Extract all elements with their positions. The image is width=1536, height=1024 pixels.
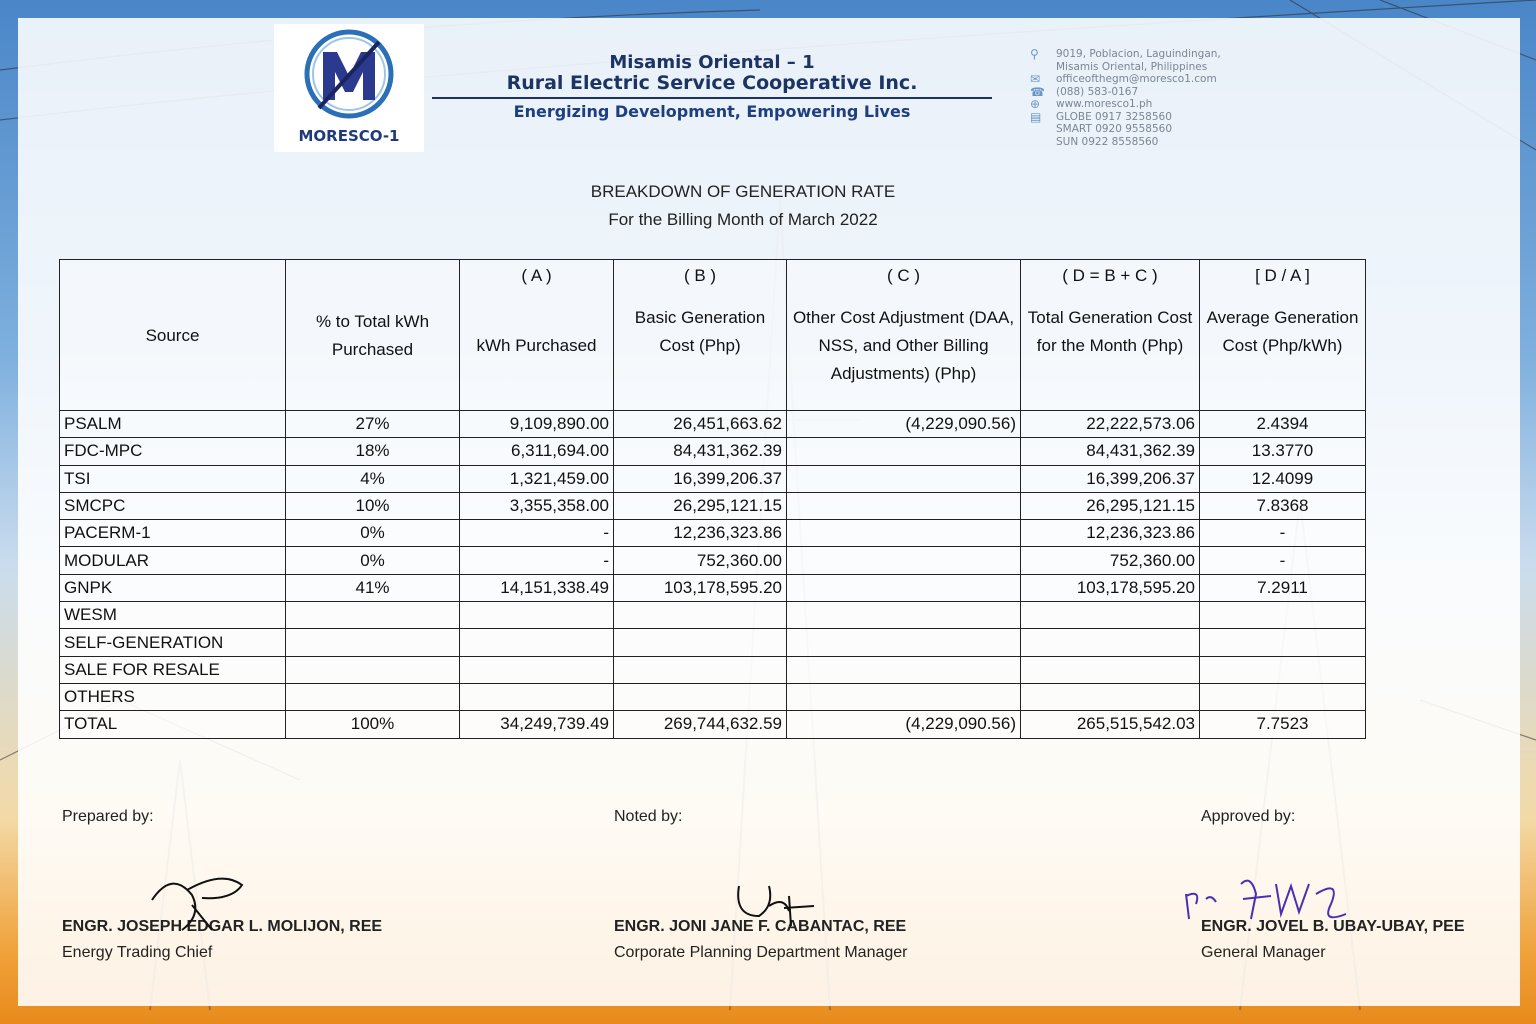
table-row — [60, 602, 1366, 629]
table-cell: - — [460, 520, 614, 547]
signatory-position: Energy Trading Chief — [62, 944, 213, 961]
table-cell — [1021, 629, 1200, 656]
signatory-prepared — [62, 808, 382, 962]
table-cell — [614, 602, 787, 629]
table-cell — [1021, 602, 1200, 629]
table-cell: - — [1200, 520, 1366, 547]
table-cell — [787, 492, 1021, 519]
table-row — [60, 465, 1366, 492]
table-cell: PSALM — [60, 411, 286, 438]
phone-icon: ☎ — [1030, 84, 1045, 99]
header-average-cost: [ D / A ] Average Generation Cost (Php/kWh) — [1200, 260, 1366, 411]
email-icon: ✉ — [1030, 72, 1041, 86]
table-cell: 13.3770 — [1200, 438, 1366, 465]
table-cell — [286, 629, 460, 656]
table-cell: 0% — [286, 547, 460, 574]
mobile-sun: SUN 0922 8558560 — [1056, 135, 1159, 148]
header-basic-cost: ( B ) Basic Generation Cost (Php) — [614, 260, 787, 411]
table-cell: 12,236,323.86 — [614, 520, 787, 547]
table-cell — [460, 602, 614, 629]
table-cell: 16,399,206.37 — [614, 465, 787, 492]
table-cell: PACERM-1 — [60, 520, 286, 547]
table-cell: - — [460, 547, 614, 574]
globe-icon: ⊕ — [1030, 97, 1041, 111]
table-cell: MODULAR — [60, 547, 286, 574]
table-row — [60, 683, 1366, 710]
table-cell: 12.4099 — [1200, 465, 1366, 492]
table-cell: 26,295,121.15 — [1021, 492, 1200, 519]
table-cell — [787, 683, 1021, 710]
signatory-label: Approved by: — [1201, 808, 1296, 825]
signature-mark — [1181, 874, 1361, 934]
table-cell: 12,236,323.86 — [1021, 520, 1200, 547]
table-cell — [787, 656, 1021, 683]
table-row — [60, 547, 1366, 574]
signature-mark — [132, 860, 252, 940]
org-tagline: Energizing Development, Empowering Lives — [513, 102, 911, 121]
table-cell — [460, 629, 614, 656]
table-cell: WESM — [60, 602, 286, 629]
mobile-globe: GLOBE 0917 3258560 — [1056, 110, 1172, 123]
signatory-approved — [1201, 808, 1465, 962]
table-row — [60, 574, 1366, 601]
org-name-line2: Rural Electric Service Cooperative Inc. — [432, 72, 992, 99]
header-percent: % to Total kWh Purchased — [286, 260, 460, 411]
table-cell: 26,451,663.62 — [614, 411, 787, 438]
table-cell — [1021, 656, 1200, 683]
signatory-position: General Manager — [1201, 944, 1326, 961]
table-row — [60, 438, 1366, 465]
table-cell: 6,311,694.00 — [460, 438, 614, 465]
table-cell: SALE FOR RESALE — [60, 656, 286, 683]
table-cell — [614, 629, 787, 656]
table-cell — [787, 438, 1021, 465]
logo-text: MORESCO-1 — [298, 127, 400, 145]
moresco-logo-mark-icon — [299, 28, 399, 124]
table-cell — [787, 465, 1021, 492]
table-cell — [460, 683, 614, 710]
signatory-name: ENGR. JONI JANE F. CABANTAC, REE — [614, 918, 907, 935]
table-cell — [787, 520, 1021, 547]
title-line2: For the Billing Month of March 2022 — [608, 210, 878, 229]
table-cell: 14,151,338.49 — [460, 574, 614, 601]
table-cell — [787, 574, 1021, 601]
table-cell: 269,744,632.59 — [614, 711, 787, 738]
moresco-logo — [274, 24, 424, 152]
address-line2: Misamis Oriental, Philippines — [1056, 60, 1208, 73]
table-cell — [787, 602, 1021, 629]
table-cell: (4,229,090.56) — [787, 711, 1021, 738]
table-cell: GNPK — [60, 574, 286, 601]
address-line1: 9019, Poblacion, Laguindingan, — [1056, 48, 1221, 60]
document-title — [460, 178, 1026, 234]
table-cell: 16,399,206.37 — [1021, 465, 1200, 492]
table-cell: - — [1200, 547, 1366, 574]
table-cell — [1200, 683, 1366, 710]
table-cell: 103,178,595.20 — [614, 574, 787, 601]
header-source: Source — [60, 260, 286, 411]
table-cell: TOTAL — [60, 711, 286, 738]
table-cell: 26,295,121.15 — [614, 492, 787, 519]
table-cell — [1200, 629, 1366, 656]
website-text: www.moresco1.ph — [1056, 98, 1153, 110]
table-cell: SELF-GENERATION — [60, 629, 286, 656]
header-kwh: ( A ) kWh Purchased — [460, 260, 614, 411]
table-row — [60, 520, 1366, 547]
table-cell: 7.2911 — [1200, 574, 1366, 601]
table-cell: TSI — [60, 465, 286, 492]
table-cell: 2.4394 — [1200, 411, 1366, 438]
signatory-label: Noted by: — [614, 808, 683, 825]
organization-header — [432, 54, 992, 121]
signatory-label: Prepared by: — [62, 808, 154, 825]
table-cell: 100% — [286, 711, 460, 738]
header-total-cost: ( D = B + C ) Total Generation Cost for the Month (Php) — [1021, 260, 1200, 411]
table-cell: 4% — [286, 465, 460, 492]
table-cell: 1,321,459.00 — [460, 465, 614, 492]
signatory-name: ENGR. JOSEPH EDGAR L. MOLIJON, REE — [62, 918, 383, 935]
contact-info — [1030, 48, 1290, 148]
table-header-row — [60, 260, 1366, 411]
table-cell: 9,109,890.00 — [460, 411, 614, 438]
table-row — [60, 711, 1366, 738]
table-cell: 34,249,739.49 — [460, 711, 614, 738]
mobile-smart: SMART 0920 9558560 — [1056, 123, 1173, 135]
generation-rate-table — [59, 259, 1366, 739]
table-cell: 22,222,573.06 — [1021, 411, 1200, 438]
table-cell — [286, 656, 460, 683]
table-cell — [460, 656, 614, 683]
table-cell: FDC-MPC — [60, 438, 286, 465]
table-cell — [286, 683, 460, 710]
table-cell — [787, 547, 1021, 574]
mobile-icon: ▤ — [1030, 109, 1042, 124]
table-cell: OTHERS — [60, 683, 286, 710]
email-text: officeofthegm@moresco1.com — [1056, 73, 1217, 85]
table-cell: 18% — [286, 438, 460, 465]
table-row — [60, 492, 1366, 519]
table-cell: 103,178,595.20 — [1021, 574, 1200, 601]
table-cell: 10% — [286, 492, 460, 519]
table-row — [60, 629, 1366, 656]
table-cell: (4,229,090.56) — [787, 411, 1021, 438]
table-cell: 0% — [286, 520, 460, 547]
table-cell: 265,515,542.03 — [1021, 711, 1200, 738]
table-cell — [286, 602, 460, 629]
location-pin-icon: ⚲ — [1030, 47, 1039, 61]
table-cell: 41% — [286, 574, 460, 601]
table-cell — [614, 683, 787, 710]
table-row — [60, 411, 1366, 438]
table-cell: 3,355,358.00 — [460, 492, 614, 519]
signatory-position: Corporate Planning Department Manager — [614, 944, 908, 961]
signatory-noted — [614, 808, 908, 962]
table-cell — [614, 656, 787, 683]
table-cell: 7.7523 — [1200, 711, 1366, 738]
table-cell: 27% — [286, 411, 460, 438]
table-cell — [1021, 683, 1200, 710]
table-cell — [787, 629, 1021, 656]
table-cell: 7.8368 — [1200, 492, 1366, 519]
table-cell: 84,431,362.39 — [1021, 438, 1200, 465]
signatory-name: ENGR. JOVEL B. UBAY-UBAY, PEE — [1201, 918, 1465, 935]
header-other-adjustment: ( C ) Other Cost Adjustment (DAA, NSS, and Other Billing Adjustments) (Php) — [787, 260, 1021, 411]
phone-text: (088) 583-0167 — [1056, 85, 1139, 98]
title-line1: BREAKDOWN OF GENERATION RATE — [590, 182, 896, 201]
table-cell: 752,360.00 — [614, 547, 787, 574]
signature-mark — [729, 876, 819, 946]
table-cell: 84,431,362.39 — [614, 438, 787, 465]
table-cell — [1200, 656, 1366, 683]
table-cell: SMCPC — [60, 492, 286, 519]
table-row — [60, 656, 1366, 683]
org-name-line1: Misamis Oriental – 1 — [609, 52, 815, 73]
table-cell — [1200, 602, 1366, 629]
table-cell: 752,360.00 — [1021, 547, 1200, 574]
